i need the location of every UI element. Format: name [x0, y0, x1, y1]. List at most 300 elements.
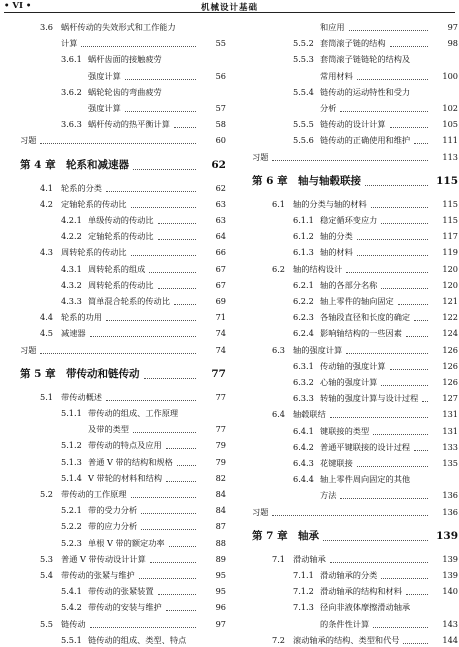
toc-entry-page: 89 [215, 553, 226, 564]
toc-entry [232, 69, 458, 83]
toc-entry-page: 71 [215, 312, 226, 323]
toc-entry [0, 69, 226, 83]
toc-entry-page: 62 [215, 182, 226, 193]
toc-entry-title: 稳定循环变应力 [320, 215, 378, 225]
toc-entry-title: 和应用 [320, 22, 345, 32]
dot-leader [349, 20, 428, 31]
dot-leader [125, 101, 196, 112]
page-header [0, 0, 459, 14]
toc-entry-number: 7.1 [272, 553, 286, 564]
toc-entry [0, 181, 226, 195]
toc-entry-number: 5.5.3 [293, 54, 314, 65]
toc-entry-title: 普通 V 带的结构和规格 [88, 456, 173, 467]
toc-entry-number: 4.3 [40, 247, 54, 258]
toc-entry-page: 127 [442, 393, 458, 404]
toc-entry-number: 4.3.1 [61, 263, 82, 274]
toc-entry [0, 519, 226, 533]
toc-entry-page: 139 [442, 570, 458, 580]
toc-entry [232, 36, 458, 50]
dot-leader [357, 69, 428, 80]
toc-entry-number: 5.5 [40, 618, 54, 629]
toc-entry-title: 习题 [20, 344, 37, 355]
toc-entry-title: 套筒滚子链的结构 [320, 38, 386, 49]
toc-entry-number: 6.2 [272, 263, 286, 274]
toc-entry [0, 568, 226, 582]
toc-chapter-entry [232, 526, 458, 546]
toc-entry-page: 64 [215, 231, 226, 242]
toc-entry [0, 552, 226, 566]
toc-entry-title: 周转轮系的传动比 [61, 247, 127, 258]
toc-entry-number: 3.6 [40, 22, 54, 32]
toc-entry-number: 6.3.2 [293, 377, 314, 387]
toc-entry-number: 6.4.2 [293, 441, 314, 452]
toc-entry-page: 96 [215, 602, 226, 613]
toc-entry-number: 5.1.2 [61, 440, 82, 451]
toc-entry [0, 101, 226, 115]
toc-entry-title: 习题 [252, 506, 269, 517]
toc-entry-page: 122 [442, 312, 458, 323]
toc-entry-title: 轴毂联结 [293, 409, 326, 420]
toc-entry-number: 4.3.2 [61, 279, 82, 290]
toc-entry [0, 197, 226, 211]
toc-entry-number: 3.6.1 [61, 54, 82, 65]
dot-leader [106, 390, 196, 401]
toc-entry [0, 245, 226, 259]
toc-entry-number: 5.5.4 [293, 86, 314, 97]
dot-leader [340, 101, 428, 112]
toc-entry-number: 第 5 章 [20, 367, 56, 380]
dot-leader [166, 438, 196, 449]
dot-leader [158, 278, 196, 289]
toc-entry-title: 各轴段直径和长度的确定 [320, 312, 411, 323]
toc-entry-title: 轮系的功用 [61, 312, 102, 323]
toc-entry-title: 的条件性计算 [320, 618, 370, 629]
toc-entry [232, 552, 458, 566]
toc-entry-title: 影响轴结构的一些因素 [320, 328, 402, 339]
toc-entry-number: 5.2.2 [61, 521, 82, 532]
dot-leader [81, 36, 196, 47]
toc-entry [232, 52, 458, 66]
toc-entry-title: 链传动 [61, 618, 86, 629]
toc-entry-number: 5.2 [40, 489, 54, 499]
toc-entry-number: 7.1.1 [293, 570, 314, 580]
toc-entry-page: 100 [442, 70, 458, 81]
toc-entry-number: 7.1.3 [293, 602, 314, 613]
toc-entry-number: 5.2.1 [61, 505, 82, 516]
toc-entry-number: 5.3 [40, 553, 54, 564]
toc-entry [232, 584, 458, 598]
dot-leader [131, 245, 196, 256]
toc-entry-number: 5.5.6 [293, 135, 314, 146]
toc-entry [0, 262, 226, 276]
page-number: • VI • [4, 1, 32, 11]
toc-entry-page: 63 [215, 198, 226, 209]
dot-leader [390, 36, 428, 47]
toc-entry-page: 82 [215, 472, 226, 483]
toc-entry-number: 4.2.1 [61, 215, 82, 225]
toc-entry-title: 链传动的设计计算 [320, 119, 386, 130]
dot-leader [166, 600, 196, 611]
toc-entry-page: 62 [211, 158, 226, 171]
dot-leader [373, 424, 428, 435]
toc-entry-page: 98 [447, 38, 458, 49]
toc-entry-title: 滑动轴承 [293, 553, 326, 564]
toc-entry-title: 单根 V 带的额定功率 [88, 537, 165, 548]
toc-entry-title: 滑动轴承的结构和材料 [320, 586, 402, 597]
toc-entry-title: 计算 [61, 38, 78, 49]
toc-entry-page: 84 [215, 489, 226, 499]
toc-entry-title: 轴上零件周向固定的其他 [320, 474, 411, 485]
dot-leader [90, 617, 196, 628]
toc-entry-title: 定轴轮系的传动比 [88, 231, 154, 242]
toc-entry-page: 84 [215, 505, 226, 516]
toc-entry [0, 310, 226, 324]
toc-entry [232, 229, 458, 243]
toc-entry-page: 136 [442, 506, 458, 517]
toc-entry-number: 5.1 [40, 391, 54, 402]
toc-entry-page: 139 [442, 553, 458, 564]
toc-entry-page: 77 [211, 367, 226, 380]
toc-entry-title: 方法 [320, 490, 337, 501]
toc-entry-number: 6.1.2 [293, 231, 314, 242]
toc-entry-title: 普通 V 带传动设计计算 [61, 553, 146, 564]
dot-leader [150, 552, 196, 563]
toc-entry-title: 带传动的张紧装置 [88, 586, 154, 597]
toc-entry [0, 438, 226, 452]
toc-entry-number: 5.1.4 [61, 472, 82, 483]
dot-leader [365, 171, 428, 186]
toc-entry-title: 简单混合轮系的传动比 [88, 296, 170, 306]
toc-entry-title: 分析 [320, 103, 337, 113]
toc-entry [232, 150, 458, 164]
toc-entry-title: 转轴的强度计算与设计过程 [320, 393, 419, 404]
toc-entry-page: 139 [436, 529, 458, 542]
toc-chapter-entry [0, 155, 226, 175]
toc-entry [0, 326, 226, 340]
toc-entry-number: 5.1.3 [61, 456, 82, 467]
toc-entry-page: 57 [215, 103, 226, 113]
toc-entry [0, 390, 226, 404]
toc-entry-number: 5.1.1 [61, 408, 82, 418]
toc-entry-page: 136 [442, 490, 458, 501]
dot-leader [131, 197, 196, 208]
toc-entry-page: 126 [442, 360, 458, 371]
toc-entry-page: 79 [215, 440, 226, 451]
dot-leader [330, 552, 428, 563]
toc-entry-page: 102 [442, 103, 458, 113]
toc-entry [0, 600, 226, 614]
toc-entry-title: 轴承 [298, 529, 319, 542]
toc-entry-title: 带传动的张紧与维护 [61, 570, 135, 580]
toc-entry-title: 周转轮系的传动比 [88, 279, 154, 290]
dot-leader [406, 326, 428, 337]
toc-entry [0, 584, 226, 598]
toc-entry-page: 135 [442, 458, 458, 468]
toc-entry-title: 蜗杆传动的热平衡计算 [88, 119, 170, 130]
toc-entry-title: 链传动的正确使用和维护 [320, 135, 411, 146]
toc-entry-page: 140 [442, 586, 458, 597]
toc-entry-page: 95 [215, 586, 226, 597]
dot-leader [144, 364, 196, 379]
dot-leader [346, 343, 428, 354]
toc-entry-title: 及带的类型 [88, 424, 129, 435]
toc-entry-page: 77 [215, 391, 226, 402]
toc-entry-page: 111 [442, 135, 458, 146]
dot-leader [174, 294, 196, 305]
toc-entry-title: 套筒滚子链链轮的结构及 [320, 54, 411, 65]
toc-entry [0, 455, 226, 469]
toc-entry [0, 85, 226, 99]
toc-entry-title: 蜗杆传动的失效形式和工作能力 [61, 22, 176, 32]
toc-entry-page: 69 [215, 296, 226, 306]
toc-entry [0, 487, 226, 501]
toc-entry-number: 5.4 [40, 570, 54, 580]
toc-entry-title: 轴的各部分名称 [320, 279, 378, 290]
toc-entry-page: 126 [442, 344, 458, 355]
toc-entry-number: 6.3.1 [293, 360, 314, 371]
toc-entry [232, 568, 458, 582]
toc-entry-number: 6.3 [272, 344, 286, 355]
toc-entry-number: 5.4.2 [61, 602, 82, 613]
toc-entry-title: 带的受力分析 [88, 505, 138, 516]
dot-leader [390, 117, 428, 128]
toc-entry-number: 7.1.2 [293, 586, 314, 597]
toc-entry-title: 带传动和链传动 [66, 367, 140, 380]
toc-entry [0, 278, 226, 292]
toc-entry-number: 7.2 [272, 634, 286, 645]
toc-entry-title: 键联接的类型 [320, 425, 370, 436]
dot-leader [149, 262, 196, 273]
toc-entry [0, 471, 226, 485]
toc-entry-page: 117 [442, 231, 458, 242]
toc-entry-title: 轴的分类 [320, 231, 353, 242]
toc-entry [0, 294, 226, 308]
toc-entry [232, 294, 458, 308]
toc-entry-page: 105 [442, 119, 458, 130]
toc-entry [232, 20, 458, 34]
toc-entry-page: 115 [442, 198, 458, 209]
toc-entry-page: 67 [215, 263, 226, 274]
toc-entry-title: 习题 [20, 135, 37, 146]
toc-entry [0, 617, 226, 631]
toc-entry-number: 5.5.1 [61, 634, 82, 645]
toc-entry-page: 74 [215, 344, 226, 355]
dot-leader [158, 213, 196, 224]
toc-entry-number: 6.1.3 [293, 247, 314, 258]
toc-entry-number: 第 4 章 [20, 158, 56, 171]
toc-entry-title: 轮系和减速器 [66, 158, 129, 171]
toc-entry [232, 424, 458, 438]
toc-entry-title: 轴的材料 [320, 247, 353, 258]
toc-entry-number: 6.3.3 [293, 393, 314, 404]
toc-entry-number: 6.4.3 [293, 458, 314, 468]
toc-entry-page: 143 [442, 618, 458, 629]
toc-entry-page: 55 [215, 38, 226, 49]
toc-entry [232, 343, 458, 357]
toc-entry [232, 375, 458, 389]
toc-entry-number: 4.2 [40, 198, 54, 209]
toc-entry-page: 67 [215, 279, 226, 290]
toc-entry [0, 343, 226, 357]
dot-leader [340, 488, 428, 499]
toc-entry [232, 245, 458, 259]
dot-leader [381, 375, 428, 386]
toc-entry-number: 3.6.3 [61, 119, 82, 130]
toc-entry-number: 6.4.1 [293, 425, 314, 436]
toc-entry-title: 带传动的特点及应用 [88, 440, 162, 451]
toc-entry [232, 310, 458, 324]
dot-leader [357, 229, 428, 240]
toc-entry-page: 115 [442, 215, 458, 225]
toc-entry [232, 600, 458, 614]
toc-entry-page: 56 [215, 70, 226, 81]
toc-entry [0, 133, 226, 147]
toc-entry-title: 花键联接 [320, 458, 353, 468]
toc-entry-title: 传动轴的强度计算 [320, 360, 386, 371]
dot-leader [169, 536, 196, 547]
toc-entry-page: 74 [215, 328, 226, 339]
toc-entry [0, 20, 226, 34]
toc-entry-title: 轮系的分类 [61, 182, 102, 193]
toc-entry-page: 58 [215, 119, 226, 130]
toc-entry [0, 52, 226, 66]
toc-entry-number: 6.1.1 [293, 215, 314, 225]
toc-entry-number: 6.4 [272, 409, 286, 420]
toc-entry-number: 5.5.2 [293, 38, 314, 49]
toc-entry-title: 强度计算 [88, 70, 121, 81]
toc-entry [0, 117, 226, 131]
toc-entry [232, 326, 458, 340]
toc-entry [232, 407, 458, 421]
toc-entry [232, 440, 458, 454]
toc-entry-title: 强度计算 [88, 103, 121, 113]
toc-entry [0, 213, 226, 227]
toc-entry [0, 229, 226, 243]
toc-entry [232, 456, 458, 470]
toc-entry-title: 减速器 [61, 328, 86, 339]
toc-entry [232, 133, 458, 147]
toc-entry-title: 轴上零件的轴向固定 [320, 296, 394, 306]
dot-leader [346, 262, 428, 273]
dot-leader [330, 407, 428, 418]
toc-entry-page: 77 [215, 424, 226, 435]
toc-entry-title: 普通平键联接的设计过程 [320, 441, 411, 452]
toc-entry-page: 126 [442, 377, 458, 387]
toc-entry-title: 链传动的组成、类型、特点 [88, 634, 187, 645]
toc-entry [232, 488, 458, 502]
toc-entry-page: 120 [442, 263, 458, 274]
toc-entry [0, 503, 226, 517]
toc-entry [0, 536, 226, 550]
toc-entry-number: 5.2.3 [61, 537, 82, 548]
toc-entry-title: 链传动的运动特性和受力 [320, 86, 411, 97]
dot-leader [166, 471, 196, 482]
dot-leader [131, 487, 196, 498]
toc-entry-page: 131 [442, 409, 458, 420]
dot-leader [40, 343, 196, 354]
toc-entry [232, 278, 458, 292]
toc-entry-number: 5.5.5 [293, 119, 314, 130]
toc-entry [232, 359, 458, 373]
dot-leader [381, 213, 428, 224]
dot-leader [414, 133, 428, 144]
dot-leader [133, 422, 196, 433]
toc-entry [232, 213, 458, 227]
dot-leader [106, 181, 196, 192]
dot-leader [272, 505, 428, 516]
toc-chapter-entry [232, 171, 458, 191]
dot-leader [373, 617, 428, 628]
dot-leader [272, 150, 428, 161]
running-title: 机械设计基础 [200, 3, 258, 13]
dot-leader [414, 310, 428, 321]
toc-entry-title: 定轴轮系的传动比 [61, 198, 127, 209]
toc-entry-title: 带传动概述 [61, 391, 102, 402]
toc-entry-page: 144 [442, 634, 458, 645]
toc-entry-number: 4.1 [40, 182, 54, 193]
toc-entry-page: 97 [215, 618, 226, 629]
toc-entry-title: V 带轮的材料和结构 [88, 472, 163, 483]
toc-entry-title: 常用材料 [320, 70, 353, 81]
toc-entry-title: 带的应力分析 [88, 521, 138, 532]
toc-entry-page: 63 [215, 215, 226, 225]
toc-entry-title: 蜗轮轮齿的弯曲疲劳 [88, 86, 162, 97]
toc-entry-title: 带传动的工作原理 [61, 489, 127, 499]
dot-leader [371, 197, 428, 208]
toc-chapter-entry [0, 364, 226, 384]
toc-entry [232, 505, 458, 519]
dot-leader [357, 456, 428, 467]
toc-entry-number: 3.6.2 [61, 86, 82, 97]
dot-leader [158, 229, 196, 240]
toc-entry-number: 4.5 [40, 328, 54, 339]
toc-entry-page: 95 [215, 570, 226, 580]
dot-leader [133, 155, 196, 170]
toc-entry-page: 120 [442, 279, 458, 290]
toc-entry-number: 6.1 [272, 198, 286, 209]
dot-leader [174, 117, 196, 128]
dot-leader [403, 633, 428, 644]
toc-entry-number: 第 6 章 [252, 174, 288, 187]
toc-entry-page: 113 [442, 151, 458, 162]
toc-entry [232, 85, 458, 99]
dot-leader [158, 584, 196, 595]
toc-entry-title: 轴的强度计算 [293, 344, 343, 355]
dot-leader [141, 519, 196, 530]
toc-entry-page: 66 [215, 247, 226, 258]
toc-entry-title: 径向非液体摩擦滑动轴承 [320, 602, 411, 613]
toc-entry-number: 6.2.1 [293, 279, 314, 290]
toc-entry-page: 88 [215, 537, 226, 548]
toc-entry-title: 轴的结构设计 [293, 263, 343, 274]
toc-entry-number: 第 7 章 [252, 529, 288, 542]
toc-entry-number: 6.4.4 [293, 474, 314, 485]
toc-entry-title: 习题 [252, 151, 269, 162]
toc-entry-page: 124 [442, 328, 458, 339]
header-rule [4, 12, 455, 13]
toc-entry [0, 36, 226, 50]
toc-entry-title: 带传动的组成、工作原理 [88, 408, 179, 418]
toc-entry [232, 391, 458, 405]
toc-entry-page: 60 [215, 135, 226, 146]
toc-entry-page: 79 [215, 456, 226, 467]
dot-leader [125, 69, 196, 80]
toc-entry [232, 262, 458, 276]
toc-entry-title: 蜗杆齿面的接触疲劳 [88, 54, 162, 65]
dot-leader [106, 310, 196, 321]
toc-entry-title: 周转轮系的组成 [88, 263, 146, 274]
toc-entry [232, 197, 458, 211]
